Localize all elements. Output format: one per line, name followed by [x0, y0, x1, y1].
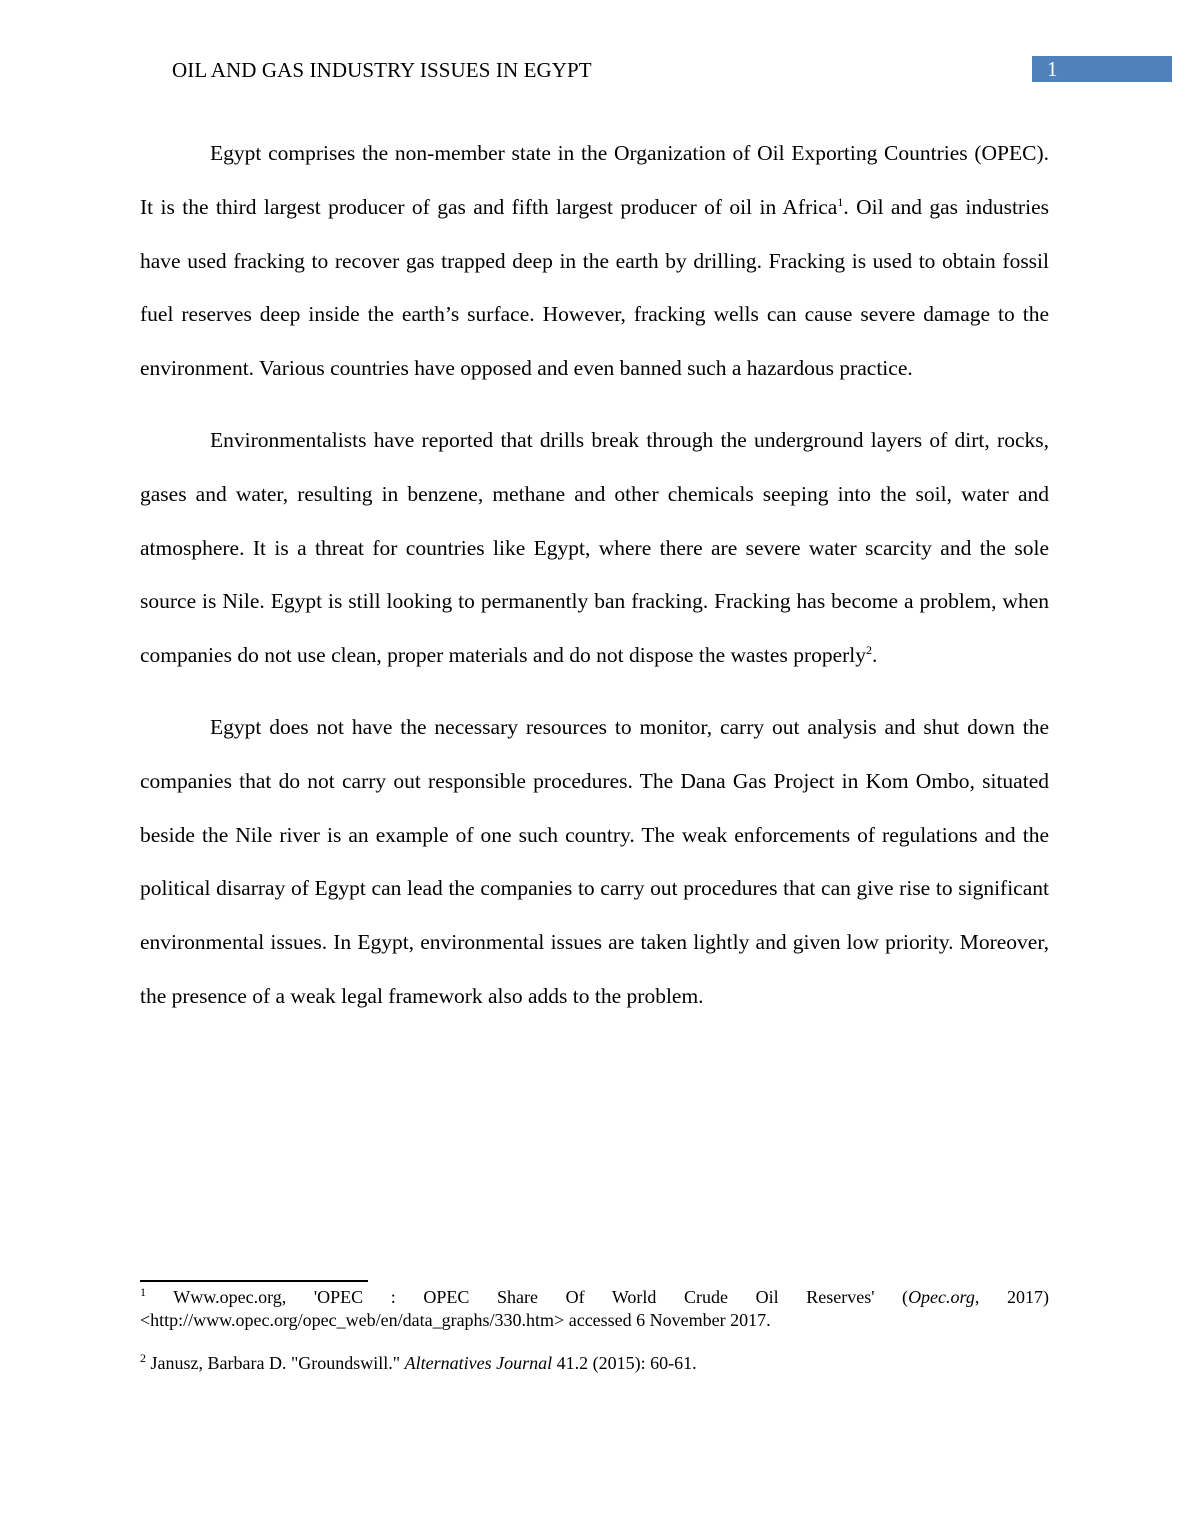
paragraph-2 — [140, 414, 1049, 683]
body-text — [140, 127, 1049, 1042]
paragraph-1 — [140, 127, 1049, 396]
footnote-reference-1[interactable]: 1 — [837, 194, 844, 209]
footnote-text: 41.2 (2015): 60-61. — [552, 1353, 697, 1373]
footnote-2 — [140, 1352, 1049, 1375]
paragraph-text: . Oil and gas industries have used fracking to recover gas trapped deep in the earth by drilling. Fracking is used to obtain fossil fuel reserves deep inside the earth’s surface. However, fracking wells can cause severe damage to the environment. Various countries have opposed and even banned such a hazardous practice. — [140, 194, 1049, 381]
footnote-marker-1: 1 — [140, 1285, 146, 1299]
paragraph-text: Environmentalists have reported that drills break through the underground layers of dirt, rocks, gases and water, resulting in benzene, methane and other chemicals seeping into the soil, water and atmosphere. It is a threat for countries like Egypt, where there are severe water scarcity and the sole source is Nile. Egypt is still looking to permanently ban fracking. Fracking has become a problem, when companies do not use clean, proper materials and do not dispose the wastes properly — [140, 427, 1049, 668]
paragraph-text: Egypt comprises the non-member state in the Organization of Oil Exporting Countries (OPEC). It is the third largest producer of gas and fifth largest producer of oil in Africa — [140, 141, 1049, 219]
footnote-separator — [140, 1280, 368, 1282]
paragraph-3 — [140, 701, 1049, 1024]
paragraph-text: . — [872, 643, 878, 668]
footnote-text: Www.opec.org, 'OPEC : OPEC Share Of World Crude Oil Reserves' ( — [146, 1287, 909, 1307]
running-head: OIL AND GAS INDUSTRY ISSUES IN EGYPT — [172, 58, 592, 82]
footnote-italic: Opec.org — [908, 1287, 975, 1307]
page-header — [0, 56, 1190, 84]
paragraph-text: Egypt does not have the necessary resources to monitor, carry out analysis and shut down the companies that do not carry out responsible procedures. The Dana Gas Project in Kom Ombo, situated beside the Nile river is an example of one such country. The weak enforcements of regulations and the political disarray of Egypt can lead the companies to carry out procedures that can give rise to significant environmental issues. In Egypt, environmental issues are taken lightly and given low priority. Moreover, the presence of a weak legal framework also adds to the problem. — [140, 714, 1049, 1008]
footnote-text: , 2017) <http://www.opec.org/opec_web/en/data_graphs/330.htm> accessed 6 November 2017. — [140, 1287, 1049, 1330]
page-number: 1 — [1032, 56, 1172, 82]
footnote-marker-2: 2 — [140, 1351, 146, 1365]
footnotes — [140, 1286, 1049, 1395]
footnote-text: Janusz, Barbara D. "Groundswill." — [146, 1353, 405, 1373]
footnote-1 — [140, 1286, 1049, 1332]
footnote-italic: Alternatives Journal — [404, 1353, 553, 1373]
footnote-reference-2[interactable]: 2 — [866, 643, 873, 658]
